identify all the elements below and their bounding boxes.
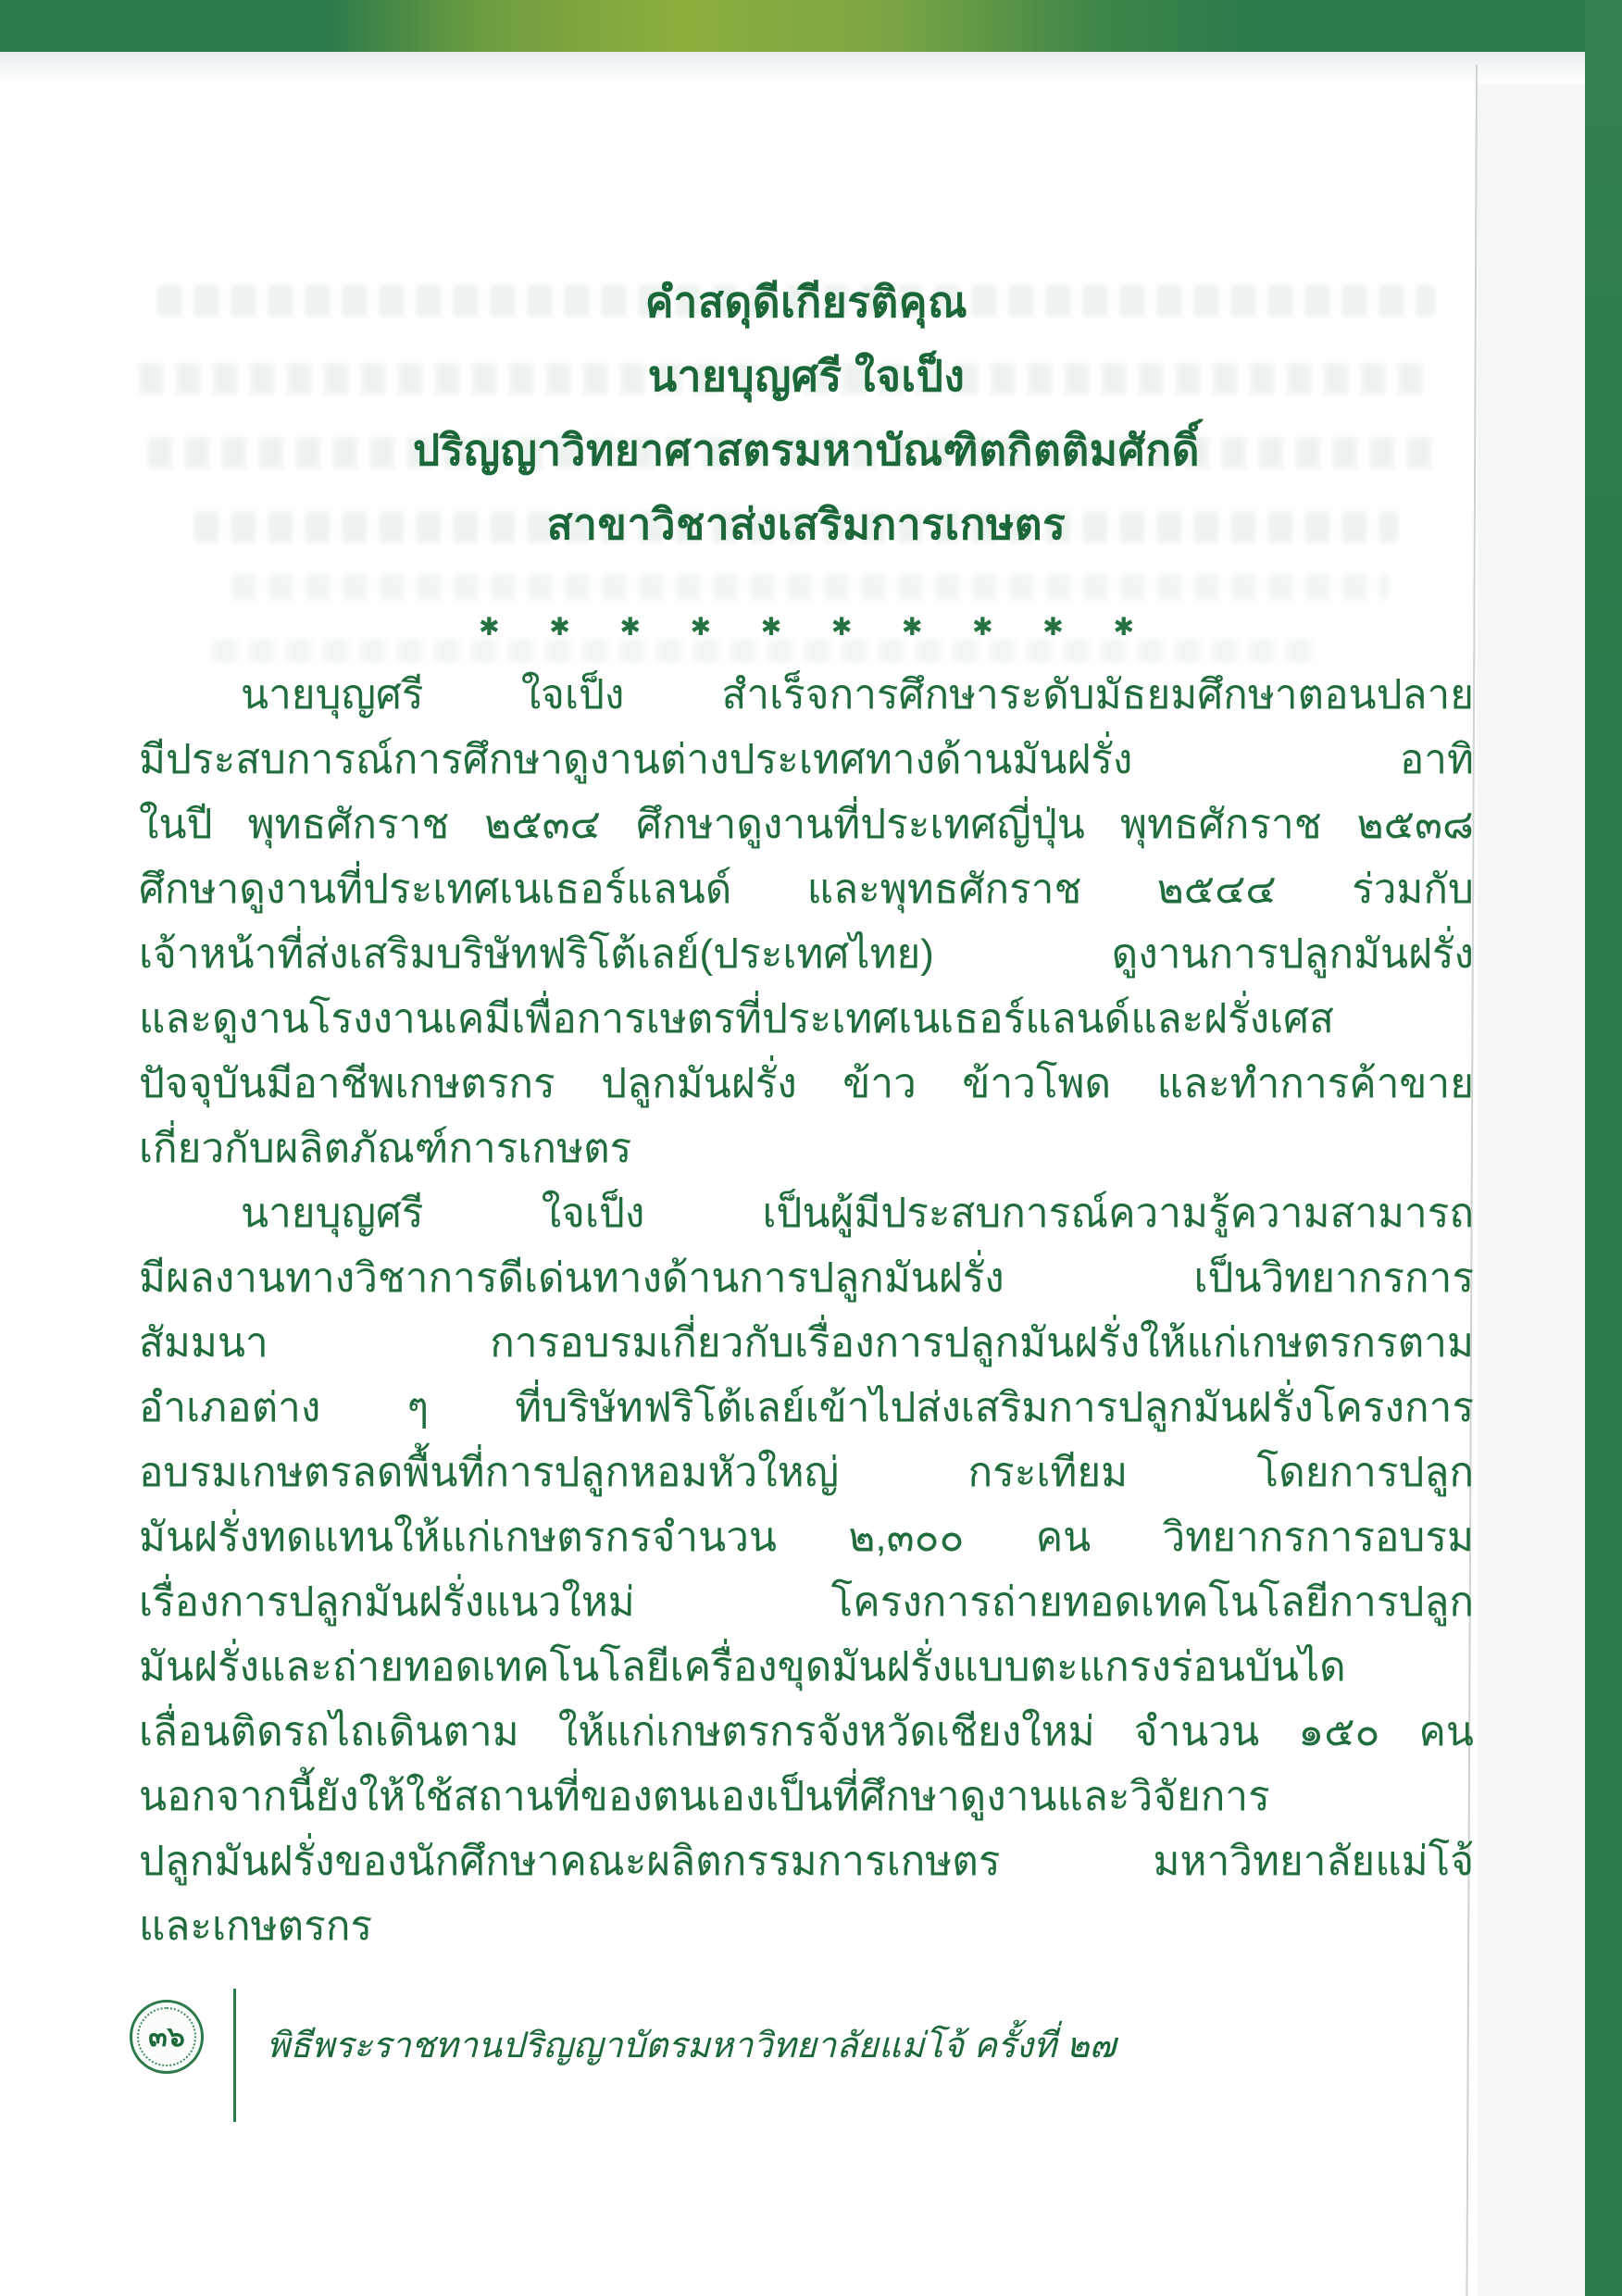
body-line: ปัจจุบันมีอาชีพเกษตรกร ปลูกมันฝรั่ง ข้าว ข้าวโพด และทำการค้าขาย — [139, 1061, 1474, 1106]
body-line: เกี่ยวกับผลิตภัณฑ์การเกษตร — [139, 1126, 632, 1171]
footer-caption: พิธีพระราชทานปริญญาบัตรมหาวิทยาลัยแม่โจ้ ครั้งที่ ๒๗ — [267, 2027, 1117, 2065]
body-line: อำเภอต่าง ๆ ที่บริษัทฟริโต้เลย์เข้าไปส่งเสริมการปลูกมันฝรั่งโครงการ — [139, 1385, 1474, 1430]
body-line: เลื่อนติดรถไถเดินตาม ให้แก่เกษตรกรจังหวัดเชียงใหม่ จำนวน ๑๕๐ คน — [139, 1709, 1474, 1754]
star-icon: ✱ — [760, 613, 782, 641]
page-top-shadow — [0, 52, 1585, 83]
body-line: มีประสบการณ์การศึกษาดูงานต่างประเทศทางด้านมันฝรั่ง อาทิ — [139, 737, 1474, 782]
body-line: ปลูกมันฝรั่งของนักศึกษาคณะผลิตกรรมการเกษตร มหาวิทยาลัยแม่โจ้ — [139, 1839, 1474, 1884]
body-line: เจ้าหน้าที่ส่งเสริมบริษัทฟริโต้เลย์(ประเทศไทย) ดูงานการปลูกมันฝรั่ง — [139, 931, 1474, 977]
star-divider — [139, 613, 1474, 642]
body-line: สัมมนา การอบรมเกี่ยวกับเรื่องการปลูกมันฝรั่งให้แก่เกษตรกรตาม — [139, 1320, 1474, 1366]
body-line: ศึกษาดูงานที่ประเทศเนเธอร์แลนด์ และพุทธศักราช ๒๕๔๔ ร่วมกับ — [139, 867, 1474, 912]
footer-divider — [233, 1989, 236, 2122]
star-icon: ✱ — [1042, 613, 1064, 641]
body-line: และดูงานโรงงานเคมีเพื่อการเษตรที่ประเทศเนเธอร์แลนด์และฝรั่งเศส — [139, 996, 1334, 1042]
star-icon: ✱ — [901, 613, 923, 641]
field-of-study: สาขาวิชาส่งเสริมการเกษตร — [546, 500, 1067, 548]
body-line: นายบุญศรี ใจเป็ง สำเร็จการศึกษาระดับมัธยมศึกษาตอนปลาย — [241, 672, 1474, 718]
star-icon: ✱ — [619, 613, 641, 641]
star-icon: ✱ — [549, 613, 570, 641]
honoree-name: นายบุญศรี ใจเป็ง — [647, 352, 966, 400]
body-line: อบรมเกษตรลดพื้นที่การปลูกหอมหัวใหญ่ กระเทียม โดยการปลูก — [139, 1450, 1474, 1495]
body-line: มีผลงานทางวิชาการดีเด่นทางด้านการปลูกมันฝรั่ง เป็นวิทยากรการ — [139, 1255, 1474, 1301]
eulogy-title: คำสดุดีเกียรติคุณ — [644, 278, 968, 326]
scan-gutter-right — [1478, 52, 1585, 2296]
body-line: นอกจากนี้ยังให้ใช้สถานที่ของตนเองเป็นที่ศึกษาดูงานและวิจัยการ — [139, 1774, 1270, 1819]
eulogy-body — [139, 663, 1474, 1959]
star-icon: ✱ — [690, 613, 712, 641]
star-icon: ✱ — [1113, 613, 1134, 641]
body-line: มันฝรั่งทดแทนให้แก่เกษตรกรจำนวน ๒,๓๐๐ คน วิทยากรการอบรม — [139, 1515, 1474, 1560]
star-icon: ✱ — [972, 613, 993, 641]
bleedthrough-line — [213, 639, 1324, 663]
body-line: มันฝรั่งและถ่ายทอดเทคโนโลยีเครื่องขุดมันฝรั่งแบบตะแกรงร่อนบันได — [139, 1644, 1346, 1690]
body-line: เรื่องการปลูกมันฝรั่งแนวใหม่ โครงการถ่ายทอดเทคโนโลยีการปลูก — [139, 1579, 1474, 1625]
page-number-thai: ๓๖ — [148, 2021, 185, 2053]
university-seal — [130, 2000, 204, 2074]
scan-border-top — [0, 0, 1622, 52]
body-line: ในปี พุทธศักราช ๒๕๓๔ ศึกษาดูงานที่ประเทศญี่ปุ่น พุทธศักราช ๒๕๓๘ — [139, 802, 1474, 847]
bleedthrough-line — [231, 574, 1389, 600]
scan-border-right — [1585, 0, 1622, 2296]
star-icon: ✱ — [479, 613, 500, 641]
star-icon: ✱ — [830, 613, 853, 641]
body-line: นายบุญศรี ใจเป็ง เป็นผู้มีประสบการณ์ความรู้ความสามารถ — [241, 1191, 1474, 1236]
document-heading — [139, 265, 1474, 561]
degree-name: ปริญญาวิทยาศาสตรมหาบัณฑิตกิตติมศักดิ์ — [413, 426, 1200, 474]
body-line: และเกษตรกร — [139, 1903, 373, 1949]
